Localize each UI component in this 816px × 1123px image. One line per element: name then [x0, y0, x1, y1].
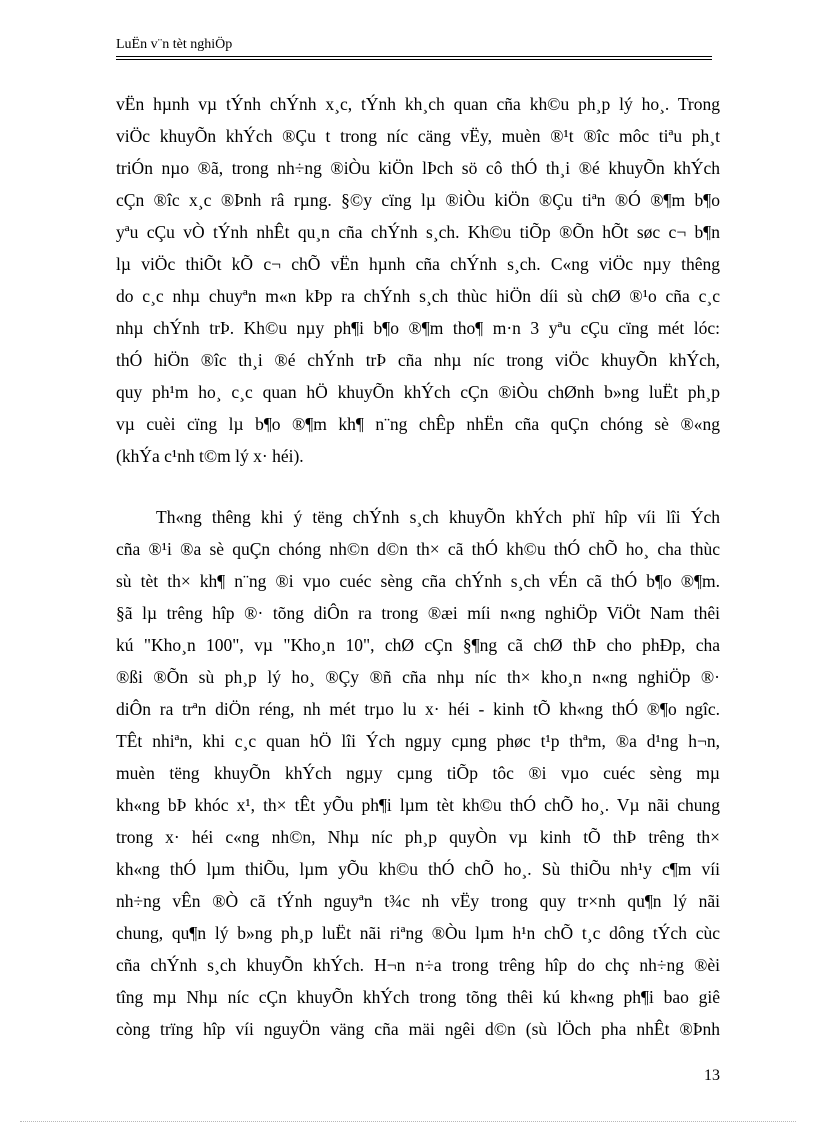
- page-number: 13: [704, 1067, 720, 1084]
- text-line: vµ cuèi cïng lµ b¶o ®¶m kh¶ n¨ng chÊp nhËn cña quÇn chóng sè ®«ng: [116, 414, 720, 434]
- text-line: kh«ng thÓ lµm thiÕu, lµm yÕu kh©u thÓ chÕ ho¸. Sù thiÕu nh¹y c¶m víi: [116, 859, 720, 879]
- text-line: (khÝa c¹nh t©m lý x· héi).: [116, 446, 304, 466]
- text-line: §ã lµ trêng hîp ®· tõng diÔn ra trong ®æi míi n«ng nghiÖp ViÖt Nam thêi: [116, 603, 720, 623]
- text-line: do c¸c nhµ chuyªn m«n kÞp ra chÝnh s¸ch thùc hiÖn díi sù chØ ®¹o cña c¸c: [116, 286, 720, 306]
- text-line: viÖc khuyÕn khÝch ®Çu t trong níc cäng vËy, muèn ®¹t ®îc môc tiªu ph¸t: [116, 126, 720, 146]
- header-rule-top: [116, 56, 712, 57]
- text-line: tîng mµ Nhµ níc cÇn khuyÕn khÝch trong tõng thêi kú kh«ng ph¶i bao giê: [116, 987, 720, 1007]
- text-line: còng trïng hîp víi nguyÖn väng cña mäi ngêi d©n (sù lÖch pha nhÊt ®Þnh: [116, 1019, 720, 1039]
- text-line: cña ®¹i ®a sè quÇn chóng nh©n d©n th× cã thÓ kh©u thÓ chÕ ho¸ cha thùc: [116, 539, 720, 559]
- text-line: kh«ng bÞ khóc x¹, th× tÊt yÕu ph¶i lµm tèt kh©u thÓ chÕ ho¸. Vµ nãi chung: [116, 795, 720, 815]
- text-line: diÔn ra trªn diÖn réng, nh mét trµo lu x· héi - kinh tÕ kh«ng thÓ ®¶o ngîc.: [116, 699, 720, 719]
- footer-border: [20, 1121, 796, 1122]
- text-line: cña chÝnh s¸ch khuyÕn khÝch. H¬n n÷a trong trêng hîp do chç nh÷ng ®èi: [116, 955, 720, 975]
- header-rule-bottom: [116, 59, 712, 60]
- text-line: vËn hµnh vµ tÝnh chÝnh x¸c, tÝnh kh¸ch quan cña kh©u ph¸p lý ho¸. Trong: [116, 94, 720, 114]
- paragraph-2: [116, 501, 720, 1045]
- text-line: nhµ chÝnh trÞ. Kh©u nµy ph¶i b¶o ®¶m tho¶ m·n 3 yªu cÇu cïng mét lóc:: [116, 318, 720, 338]
- text-line: quy ph¹m ho¸ c¸c quan hÖ khuyÕn khÝch cÇn ®iÒu chØnh b»ng luËt ph¸p: [116, 382, 720, 402]
- text-line: sù tèt th× kh¶ n¨ng ®i vµo cuéc sèng cña chÝnh s¸ch vÉn cã thÓ b¶o ®¶m.: [116, 571, 720, 591]
- text-line: lµ viÖc thiÕt kÕ c¬ chÕ vËn hµnh cña chÝnh s¸ch. C«ng viÖc nµy thêng: [116, 254, 720, 274]
- body-text: [116, 88, 720, 1045]
- paragraph-gap: [116, 472, 720, 501]
- running-header: LuËn v¨n tèt nghiÖp: [116, 37, 233, 52]
- text-line: cÇn ®îc x¸c ®Þnh râ rµng. §©y cïng lµ ®iÒu kiÖn ®Çu tiªn ®Ó ®¶m b¶o: [116, 190, 720, 210]
- text-line: chung, qu¶n lý b»ng ph¸p luËt nãi riªng ®Òu lµm h¹n chÕ t¸c dông tÝch cùc: [116, 923, 720, 943]
- text-line: Th«ng thêng khi ý tëng chÝnh s¸ch khuyÕn khÝch phï hîp víi lîi Ých: [156, 507, 720, 527]
- text-line: ®ßi ®Õn sù ph¸p lý ho¸ ®Çy ®ñ cña nhµ níc th× kho¸n n«ng nghiÖp ®·: [116, 667, 720, 687]
- text-line: TÊt nhiªn, khi c¸c quan hÖ lîi Ých ngµy cµng phøc t¹p thªm, ®a d¹ng h¬n,: [116, 731, 720, 751]
- text-line: thÓ hiÖn ®îc th¸i ®é chÝnh trÞ cña nhµ níc trong viÖc khuyÕn khÝch,: [116, 350, 720, 370]
- text-line: muèn tëng khuyÕn khÝch ngµy cµng tiÕp tôc ®i vµo cuéc sèng mµ: [116, 763, 720, 783]
- text-line: triÓn nµo ®ã, trong nh÷ng ®iÒu kiÖn lÞch sö cô thÓ th¸i ®é khuyÕn khÝch: [116, 158, 720, 178]
- text-line: nh÷ng vÊn ®Ò cã tÝnh nguyªn t¾c nh vËy trong quy tr×nh qu¶n lý nãi: [116, 891, 720, 911]
- paragraph-1: [116, 88, 720, 472]
- text-line: kú "Kho¸n 100", vµ "Kho¸n 10", chØ cÇn §¶ng cã chØ thÞ cho phÐp, cha: [116, 635, 720, 655]
- text-line: trong x· héi c«ng nh©n, Nhµ níc ph¸p quyÒn vµ kinh tÕ thÞ trêng th×: [116, 827, 720, 847]
- text-line: yªu cÇu vÒ tÝnh nhÊt qu¸n cña chÝnh s¸ch. Kh©u tiÕp ®Õn hÕt søc c¬ b¶n: [116, 222, 720, 242]
